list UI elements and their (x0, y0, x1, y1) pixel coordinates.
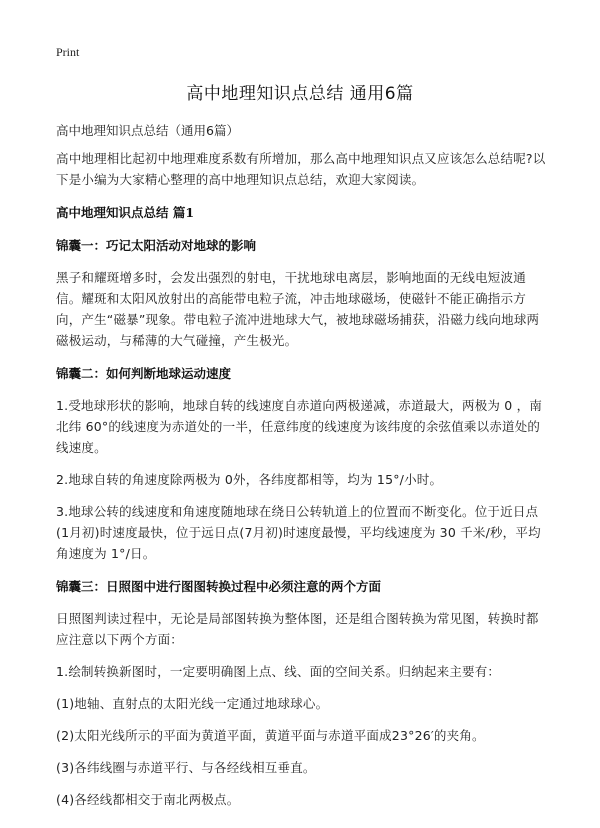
section-paragraph: (4)各经线都相交于南北两极点。 (56, 792, 240, 807)
document-body (56, 148, 550, 821)
section-paragraph: (1)地轴、直射点的太阳光线一定通过地球球心。 (56, 696, 329, 711)
section-1 (56, 237, 550, 351)
section-heading: 锦囊一：巧记太阳活动对地球的影响 (56, 238, 257, 253)
section-paragraph: (2)太阳光线所示的平面为黄道平面，黄道平面与赤道平面成23°26′的夹角。 (56, 728, 485, 743)
section-3 (56, 578, 550, 810)
print-link[interactable]: Print (56, 45, 80, 59)
section-paragraph: 黑子和耀斑增多时，会发出强烈的射电，干扰地球电离层，影响地面的无线电短波通信。耀斑和太阳风放射出的高能带电粒子流，冲击地球磁场，使磁针不能正确指示方向，产生“磁暴”现象。带电粒子流冲进地球大气，被地球磁场捕获，沿磁力线向地球两磁极运动，与稀薄的大气碰撞，产生极光。 (56, 270, 540, 348)
section-paragraph: 日照图判读过程中，无论是局部图转换为整体图，还是组合图转换为常见图，转换时都应注意以下两个方面： (56, 611, 539, 647)
section-paragraph: 1.绘制转换新图时，一定要明确图上点、线、面的空间关系。归纳起来主要有： (56, 664, 501, 679)
section-paragraph: 1.受地球形状的影响，地球自转的线速度自赤道向两极递减，赤道最大，两极为 0 ，南北纬 60°的线速度为赤道处的一半，任意纬度的线速度为该纬度的余弦值乘以赤道处的线速度。 (56, 398, 543, 455)
section-2 (56, 365, 550, 564)
section-paragraph: 2.地球自转的角速度除两极为 0外，各纬度都相等，均为 15°/小时。 (56, 472, 443, 487)
page-title: 高中地理知识点总结 通用6篇 (186, 84, 414, 104)
section-heading: 锦囊三：日照图中进行图图转换过程中必须注意的两个方面 (56, 579, 382, 594)
intro-paragraph: 高中地理相比起初中地理难度系数有所增加，那么高中地理知识点又应该怎么总结呢?以下是小编为大家精心整理的高中地理知识点总结，欢迎大家阅读。 (56, 151, 546, 187)
section-paragraph: (3)各纬线圈与赤道平行、与各经线相互垂直。 (56, 760, 316, 775)
section-heading: 锦囊二：如何判断地球运动速度 (56, 366, 232, 381)
article-heading: 高中地理知识点总结 篇1 (56, 205, 195, 220)
section-paragraph: 3.地球公转的线速度和角速度随地球在绕日公转轨道上的位置而不断变化。位于近日点(1月初)时速度最快，位于远日点(7月初)时速度最慢，平均线速度为 30 千米/秒，平均角速度为 1°/日。 (56, 504, 541, 561)
document-subtitle: 高中地理知识点总结（通用6篇） (56, 123, 239, 138)
